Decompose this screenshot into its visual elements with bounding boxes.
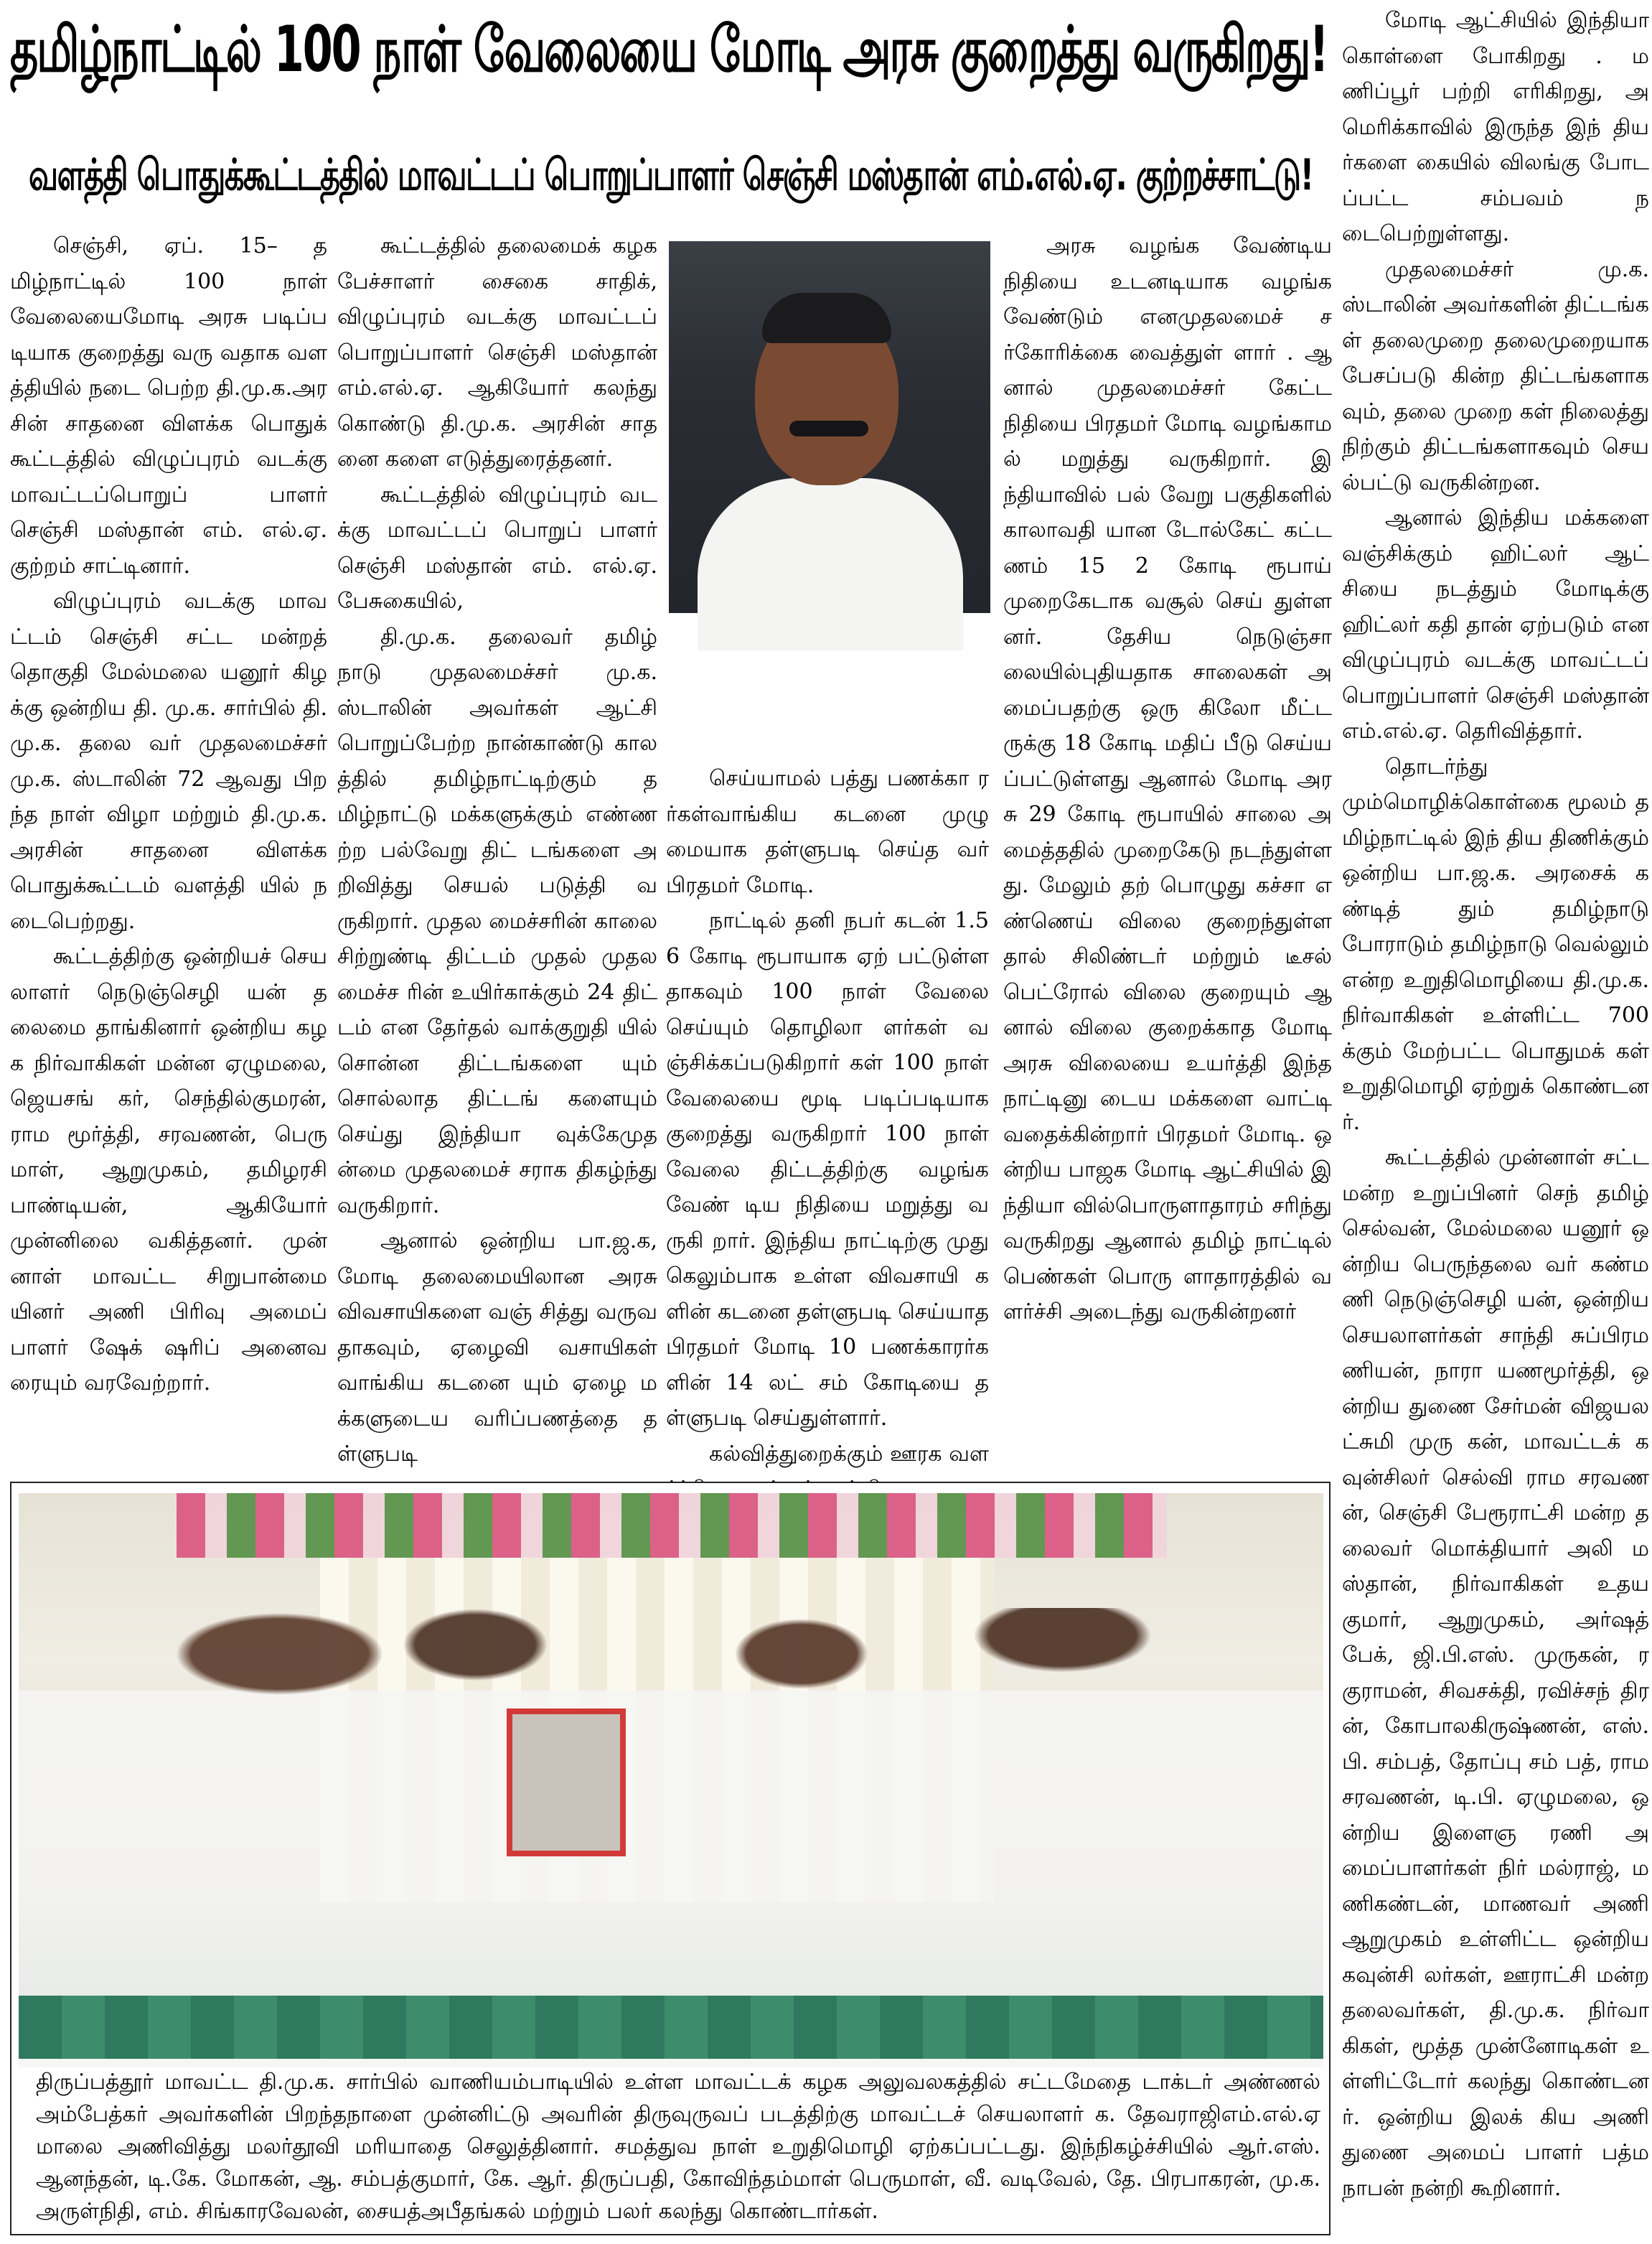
article-column-2 — [337, 228, 657, 1473]
article-paragraph: அரசு வழங்க வேண்டிய நிதியை உடனடியாக வழங்க வேண்டும் எனமுதலமைச் சர்கோரிக்கை வைத்துள் ளார் . ஆனால் முதலமைச்சர் கேட்ட நிதியை பிரதமர் மோடி வழங்காமல் மறுத்து வருகிறார். இந்தியாவில் பல் வேறு பகுதிகளில் காலாவதி யான டோல்கேட் கட்ட ணம் 15 2 கோடி ரூபாய் முறைகேடாக வசூல் செய் துள்ளனர். தேசிய நெடுஞ்சா லையில்புதியதாக சாலைகள் அமைப்பதற்கு ஒரு கிலோ மீட்டருக்கு 18 கோடி மதிப் பீடு செய்யப்பட்டுள்ளது ஆனால் மோடி அரசு 29 கோடி ரூபாயில் சாலை அமைத்ததில் முறைகேடு நடந்துள்ளது. மேலும் தற் பொழுது கச்சா எண்ணெய் விலை குறைந்துள்ளதால் சிலிண்டர் மற்றும் டீசல் பெட்ரோல் விலை குறையும் ஆனால் விலை குறைக்காத மோடி அரசு விலையை உயர்த்தி இந்த நாட்டினு டைய மக்களை வாட்டி வதைக்கின்றார் பிரதமர் மோடி. ஒன்றிய பாஜக மோடி ஆட்சியில் இந்தியா வில்பொருளாதாரம் சரிந்து வருகிறது ஆனால் தமிழ் நாட்டில் பெண்கள் பொரு ளாதாரத்தில் வளர்ச்சி அடைந்து வருகின்றனர் — [1003, 233, 1332, 1324]
article-paragraph: ஆனால் ஒன்றிய பா.ஜ.க, மோடி தலைமையிலான அரசு விவசாயிகளை வஞ் சித்து வருவதாகவும், ஏழைவி வசாயிகள் வாங்கிய கடனை யும் ஏழை மக்களுடைய வரிப்பணத்தை தள்ளுபடி — [337, 1228, 657, 1467]
article-paragraph: கூட்டத்தில் முன்னாள் சட்டமன்ற உறுப்பினர் செந் தமிழ் செல்வன், மேல்மலை யனூர் ஒன்றிய பெருந்தலை வர் கண்மணி நெடுஞ்செழி யன், ஒன்றிய செயலாளர்கள் சாந்தி சுப்பிரமணியன், நாரா யணமூர்த்தி, ஒன்றிய துணை சேர்மன் விஜயலட்சுமி முரு கன், மாவட்டக் கவுன்சிலர் செல்வி ராம சரவணன், செஞ்சி பேரூராட்சி மன்ற தலைவர் மொக்தியார் அலி மஸ்தான், நிர்வாகிகள் உதய குமார், ஆறுமுகம், அர்ஷத் பேக், ஜி.பி.எஸ். முருகன், ரகுராமன், சிவசக்தி, ரவிச்சந் திரன், கோபாலகிருஷ்ணன், எஸ்.பி. சம்பத், தோப்பு சம் பத், ராமசரவணன், டி.பி. ஏழுமலை, ஒன்றிய இளைஞ ரணி அமைப்பாளர்கள் நிர் மல்ராஜ், மணிகண்டன், மாணவர் அணி ஆறுமுகம் உள்ளிட்ட ஒன்றிய கவுன்சி லர்கள், ஊராட்சி மன்ற தலைவர்கள், தி.மு.க. நிர்வா கிகள், மூத்த முன்னோடிகள் உள்ளிட்டோர் கலந்து கொண்டனர். ஒன்றிய இலக் கிய அணி துணை அமைப் பாளர் பத்மநாபன் நன்றி கூறினார். — [1342, 1145, 1649, 2201]
article-paragraph: மோடி ஆட்சியில் இந்தியா கொள்ளை போகிறது . மணிப்பூர் பற்றி எரிகிறது, அமெரிக்காவில் இருந்த இந் தியர்களை கையில் விலங்கு போடப்பட்ட சம்பவம் நடைபெற்றுள்ளது. — [1342, 8, 1649, 246]
article-column-3 — [666, 761, 989, 1473]
article-paragraph: கூட்டத்தில் தலைமைக் கழக பேச்சாளர் சைகை சாதிக், விழுப்புரம் வடக்கு மாவட்டப் பொறுப்பாளர் செஞ்சி மஸ்தான் எம்.எல்.ஏ. ஆகியோர் கலந்து கொண்டு தி.மு.க. அரசின் சாதனை களை எடுத்துரைத்தனர். — [337, 233, 657, 472]
article-paragraph: முதலமைச்சர் மு.க. ஸ்டாலின் அவர்களின் திட்டங்கள் தலைமுறை தலைமுறையாக பேசப்படு கின்ற திட்டங்களாகவும், தலை முறை கள் நிலைத்து நிற்கும் திட்டங்களாகவும் செயல்பட்டு வருகின்றன. — [1342, 256, 1649, 495]
article-paragraph: தி.மு.க. தலைவர் தமிழ் நாடு முதலமைச்சர் மு.க. ஸ்டாலின் அவர்கள் ஆட்சி பொறுப்பேற்ற நான்காண்டு காலத்தில் தமிழ்நாட்டிற்கும் தமிழ்நாட்டு மக்களுக்கும் எண்ணற்ற பல்வேறு திட் டங்களை அறிவித்து செயல் படுத்தி வருகிறார். முதல மைச்சரின் காலை சிற்றுண்டி திட்டம் முதல் முதலமைச்ச ரின் உயிர்காக்கும் 24 திட் டம் என தேர்தல் வாக்குறுதி யில் சொன்ன திட்டங்களை யும் சொல்லாத திட்டங் களையும் செய்து இந்தியா வுக்கேமுதன்மை முதலமைச் சராக திகழ்ந்து வருகிறார். — [337, 624, 657, 1218]
article-paragraph: நாட்டில் தனி நபர் கடன் 1.56 கோடி ரூபாயாக ஏற் பட்டுள்ளதாகவும் 100 நாள் வேலை செய்யும் தொழிலா ளர்கள் வஞ்சிக்கப்படுகிறார் கள் 100 நாள் வேலையை மூடி படிப்படியாக குறைத்து வருகிறார் 100 நாள் வேலை திட்டத்திற்கு வழங்க வேண் டிய நிதியை மறுத்து வருகி றார். இந்திய நாட்டிற்கு முது கெலும்பாக உள்ள விவசாயி களின் கடனை தள்ளுபடி செய்யாத பிரதமர் மோடி 10 பணக்காரர்களின் 14 லட் சம் கோடியை தள்ளுபடி செய்துள்ளார். — [666, 908, 989, 1431]
article-column-4 — [1003, 228, 1332, 1473]
headline: தமிழ்நாட்டில் 100 நாள் வேலையை மோடி அரசு குறைத்து வருகிறது! — [10, 12, 1328, 86]
article-paragraph: செய்யாமல் பத்து பணக்கா ரர்கள்வாங்கிய கடனை முழு மையாக தள்ளுபடி செய்த வர் பிரதமர் மோடி. — [666, 766, 989, 898]
article-column-1 — [10, 228, 327, 1473]
article-paragraph: கூட்டத்தில் விழுப்புரம் வடக்கு மாவட்டப் பொறுப் பாளர் செஞ்சி மஸ்தான் எம். எல்.ஏ. பேசுகையில், — [337, 482, 657, 614]
article-paragraph: தொடர்ந்து மும்மொழிக்கொள்கை மூலம் தமிழ்நாட்டில் இந் திய திணிக்கும் ஒன்றிய பா.ஜ.க. அரசைக் கண்டித் தும் தமிழ்நாடு போராடும் தமிழ்நாடு வெல்லும் என்ற உறுதிமொழியை தி.மு.க. நிர்வாகிகள் உள்ளிட்ட 700 க்கும் மேற்பட்ட பொதுமக் கள் உறுதிமொழி ஏற்றுக் கொண்டனர். — [1342, 754, 1649, 1135]
article-paragraph: ஆனால் இந்திய மக்களை வஞ்சிக்கும் ஹிட்லர் ஆட் சியை நடத்தும் மோடிக்கு ஹிட்லர் கதி தான் ஏற்படும் என விழுப்புரம் வடக்கு மாவட்டப் பொறுப்பாளர் செஞ்சி மஸ்தான் எம்.எல்.ஏ. தெரிவித்தார். — [1342, 505, 1649, 744]
photo-caption: திருப்பத்தூர் மாவட்ட தி.மு.க. சார்பில் வாணியம்பாடியில் உள்ள மாவட்டக் கழக அலுவலகத்தில் சட்டமேதை டாக்டர் அண்ணல் அம்பேத்கர் அவர்களின் பிறந்தநாளை முன்னிட்டு அவரின் திருவுருவப் படத்திற்கு மாவட்டச் செயலாளர் க. தேவராஜிஎம்.எல்.ஏ மாலை அணிவித்து மலர்தூவி மரியாதை செலுத்தினார். சமத்துவ நாள் உறுதிமொழி ஏற்கப்பட்டது. இந்நிகழ்ச்சியில் ஆர்.எஸ். ஆனந்தன், டி.கே. மோகன், ஆ. சம்பத்குமார், கே. ஆர். திருப்பதி, கோவிந்தம்மாள் பெருமாள், வீ. வடிவேல், தே. பிரபாகரன், மு.க. அருள்நிதி, எம். சிங்காரவேலன், சையத்அபீதங்கல் மற்றும் பலர் கலந்து கொண்டார்கள். — [36, 2070, 1320, 2224]
article-paragraph: செஞ்சி, ஏப். 15– தமிழ்நாட்டில் 100 நாள் வேலையைமோடி அரசு படிப்படியாக குறைத்து வரு வதாக வளத்தியில் நடை பெற்ற தி.மு.க.அரசின் சாதனை விளக்க பொதுக் கூட்டத்தில் விழுப்புரம் வடக்கு மாவட்டப்பொறுப் பாளர் செஞ்சி மஸ்தான் எம். எல்.ஏ. குற்றம் சாட்டினார். — [10, 233, 327, 579]
mla-portrait-photo — [669, 241, 990, 613]
article-paragraph: கூட்டத்திற்கு ஒன்றியச் செயலாளர் நெடுஞ்செழி யன் தலைமை தாங்கினார் ஒன்றிய கழக நிர்வாகிகள் மன்ன ஏழுமலை, ஜெயசங் கர், செந்தில்குமரன், ராம மூர்த்தி, சரவணன், பெரு மாள், ஆறுமுகம், தமிழரசி பாண்டியன், ஆகியோர் முன்னிலை வகித்தனர். முன் னாள் மாவட்ட சிறுபான்மை யினர் அணி பிரிவு அமைப் பாளர் ஷேக் ஷரிப் அனைவ ரையும் வரவேற்றார். — [10, 944, 327, 1396]
subheadline: வளத்தி பொதுக்கூட்டத்தில் மாவட்டப் பொறுப்பாளர் செஞ்சி மஸ்தான் எம்.எல்.ஏ. குற்றச்சாட்டு! — [29, 150, 1313, 200]
article-column-5 — [1342, 3, 1649, 2235]
article-paragraph: கல்வித்துறைக்கும் ஊரக வள — [709, 1441, 989, 1467]
ambedkar-tribute-photo — [19, 1493, 1323, 2059]
event-photo-box — [10, 1482, 1330, 2235]
ambedkar-portrait-frame — [507, 1708, 626, 1856]
article-paragraph: விழுப்புரம் வடக்கு மாவட்டம் செஞ்சி சட்ட மன்றத் தொகுதி மேல்மலை யனூர் கிழக்கு ஒன்றிய தி. மு.க. சார்பில் தி.மு.க. தலை வர் முதலமைச்சர் மு.க. ஸ்டாலின் 72 ஆவது பிறந்த நாள் விழா மற்றும் தி.மு.க. அரசின் சாதனை விளக்க பொதுக்கூட்டம் வளத்தி யில் நடைபெற்றது. — [10, 589, 327, 934]
